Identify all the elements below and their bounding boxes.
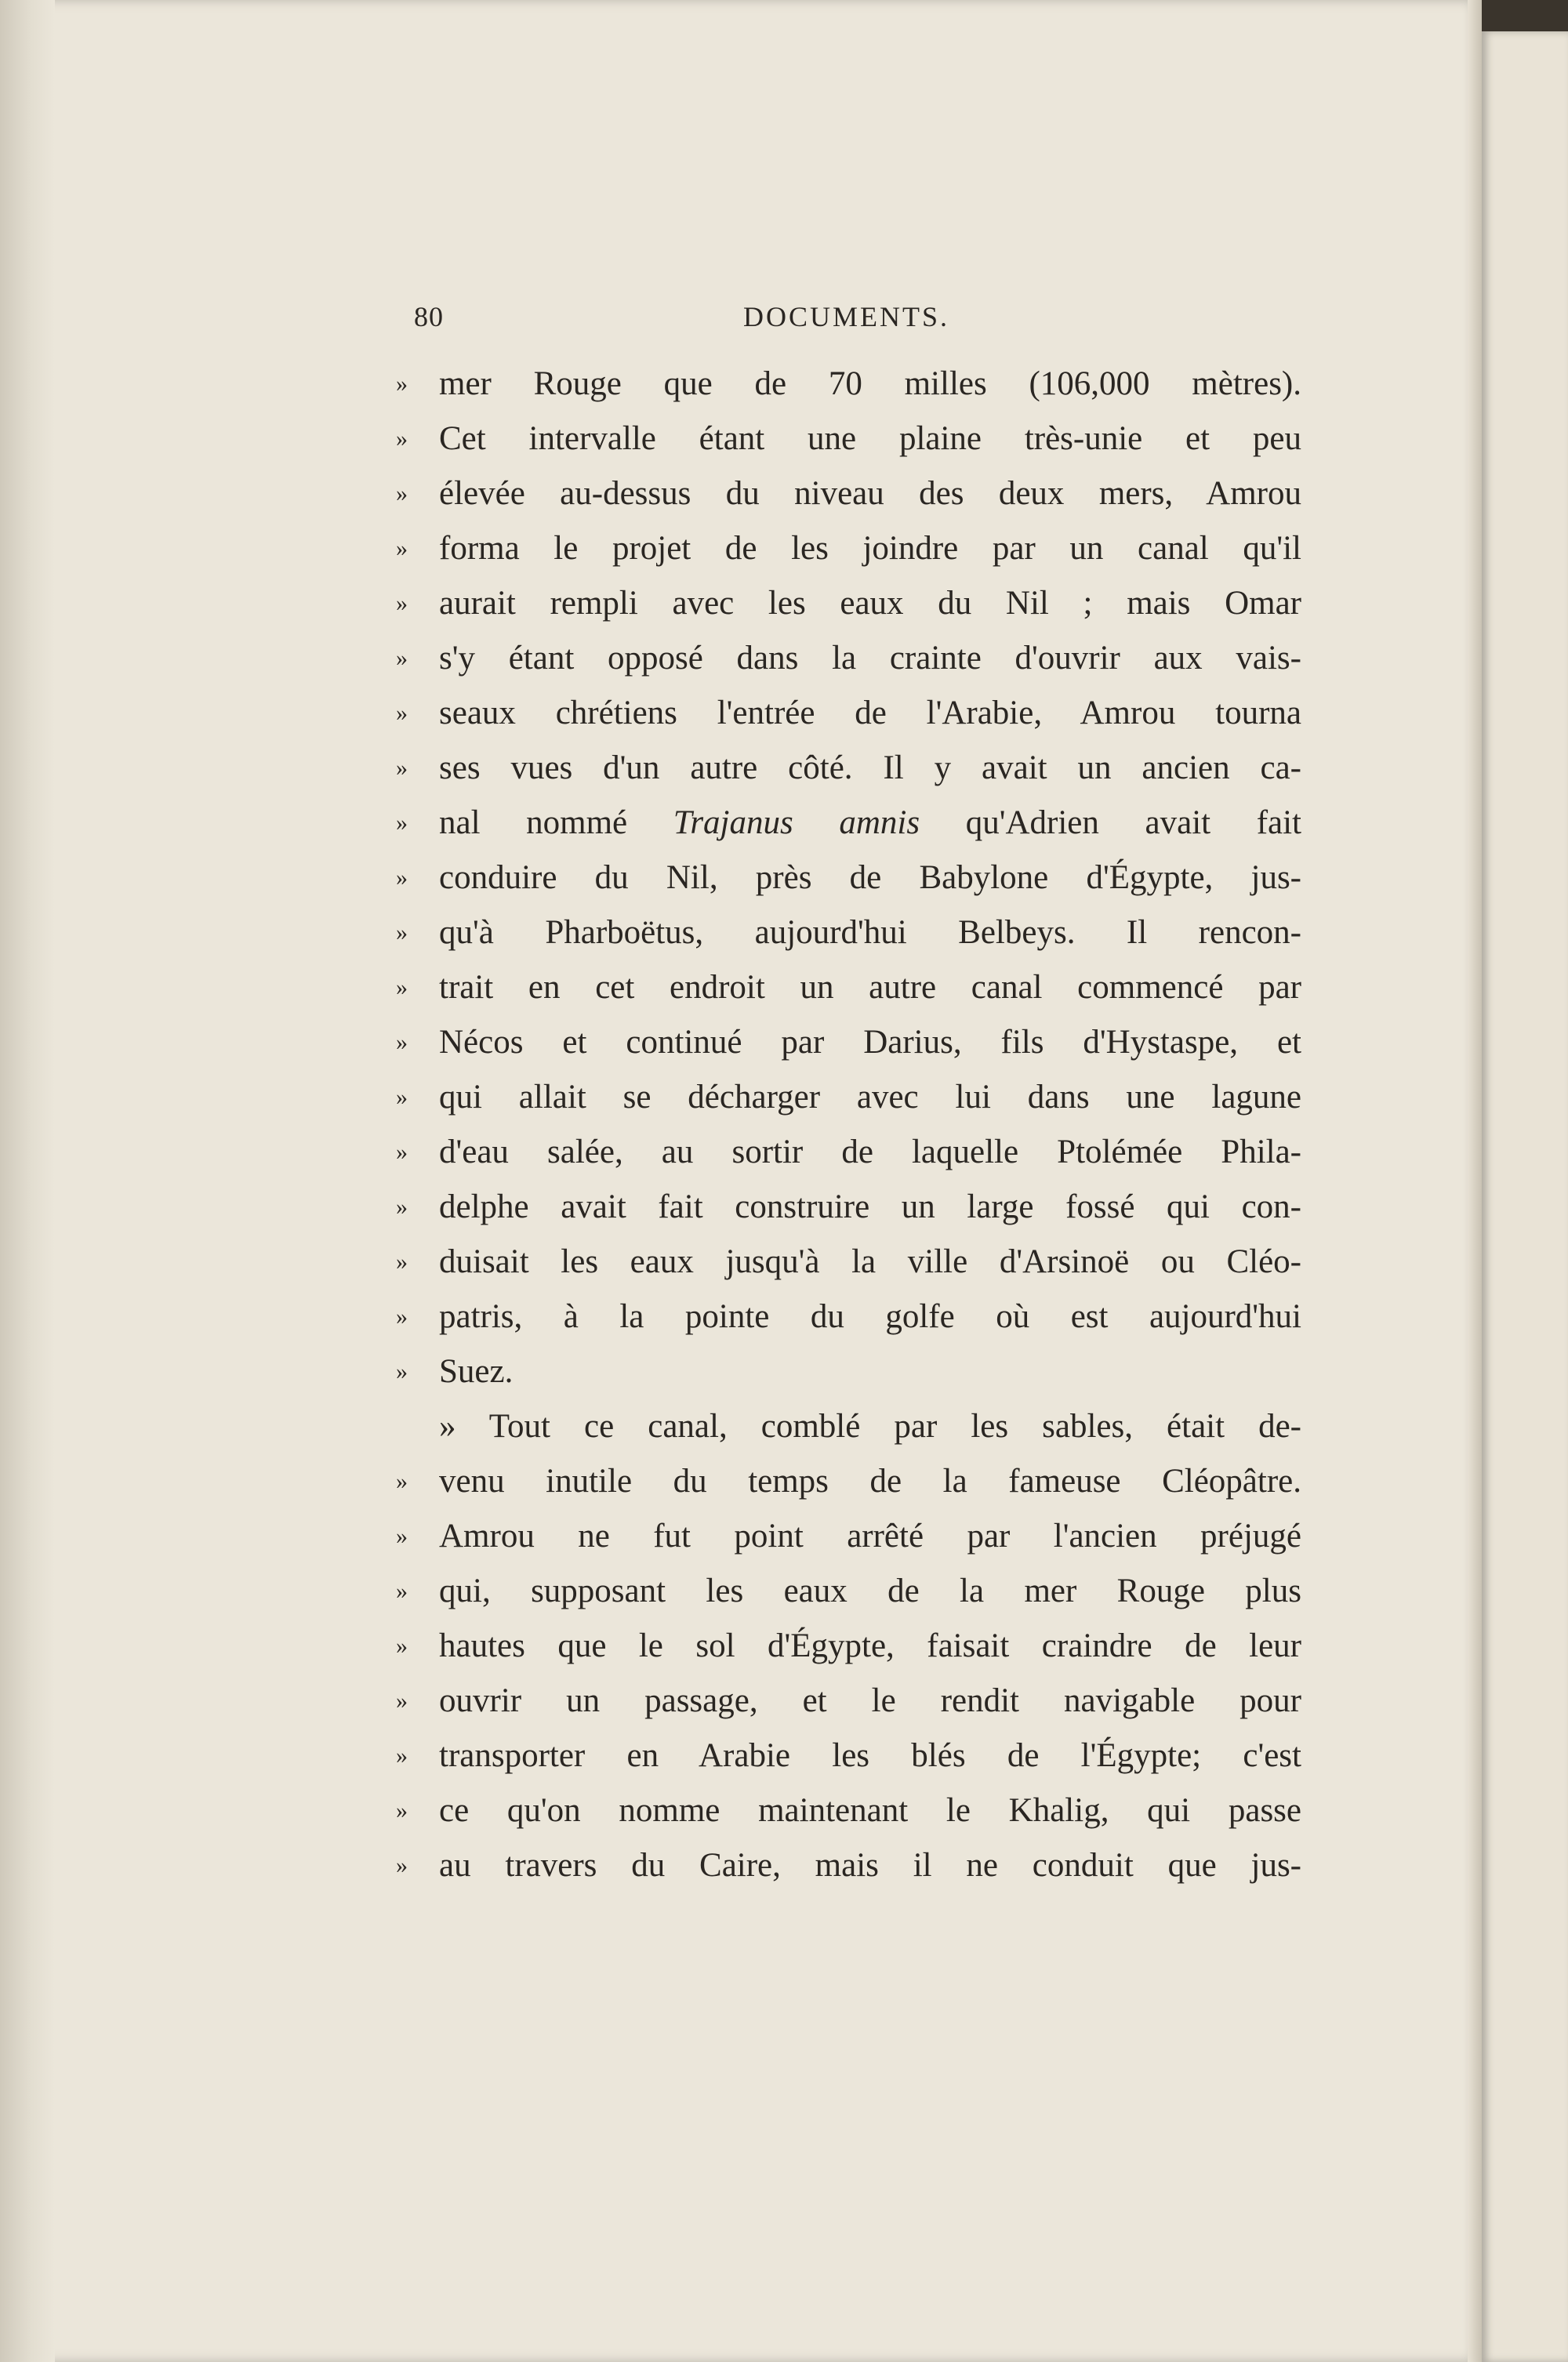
quote-mark: » [396, 1743, 408, 1769]
text-line [396, 631, 1305, 686]
quote-mark: » [396, 371, 408, 397]
quote-mark: » [396, 974, 408, 1000]
text-line [396, 851, 1305, 905]
text-line [396, 1070, 1305, 1125]
line-text: au travers du Caire, mais il ne conduit que jus- [439, 1847, 1301, 1884]
line-text: duisait les eaux jusqu'à la ville d'Arsinoë ou Cléo- [439, 1243, 1301, 1280]
line-text: transporter en Arabie les blés de l'Égypte; c'est [439, 1737, 1301, 1774]
text-line [396, 1454, 1305, 1509]
quote-mark: » [396, 426, 408, 452]
line-text-after: qu'Adrien avait fait [920, 804, 1302, 841]
text-line [396, 741, 1305, 796]
text-line [396, 1838, 1305, 1893]
binding-gutter [0, 0, 55, 2362]
quote-mark: » [396, 1249, 408, 1275]
text-line [396, 412, 1305, 466]
text-line [396, 521, 1305, 576]
text-line [396, 960, 1305, 1015]
text-line [396, 1509, 1305, 1564]
line-text: trait en cet endroit un autre canal commencé par [439, 969, 1301, 1006]
line-text: qui, supposant les eaux de la mer Rouge plus [439, 1573, 1301, 1609]
text-line-paragraph-start [396, 1399, 1305, 1454]
page-header [414, 300, 1323, 347]
text-line [396, 1619, 1305, 1674]
quote-mark: » [396, 1688, 408, 1714]
text-line [396, 1290, 1305, 1344]
line-text: Nécos et continué par Darius, fils d'Hystaspe, et [439, 1024, 1301, 1061]
quote-mark: » [396, 481, 408, 506]
text-line [396, 1125, 1305, 1180]
line-text: conduire du Nil, près de Babylone d'Égypte, jus- [439, 859, 1301, 896]
line-text: patris, à la pointe du golfe où est aujourd'hui [439, 1298, 1301, 1335]
line-text: aurait rempli avec les eaux du Nil ; mais Omar [439, 585, 1301, 622]
line-text: seaux chrétiens l'entrée de l'Arabie, Amrou tourna [439, 695, 1301, 731]
text-line [396, 796, 1305, 851]
line-text-before: nal nommé [439, 804, 673, 841]
text-line [396, 1674, 1305, 1729]
text-line [396, 1564, 1305, 1619]
quote-mark: » [396, 1304, 408, 1330]
quote-mark: » [396, 1029, 408, 1055]
quote-mark: » [396, 810, 408, 836]
quote-mark: » [396, 1578, 408, 1604]
page-number: 80 [414, 301, 444, 332]
quote-mark: » [396, 1359, 408, 1384]
quote-mark: » [396, 590, 408, 616]
line-text: » Tout ce canal, comblé par les sables, était de- [439, 1408, 1301, 1445]
line-text: d'eau salée, au sortir de laquelle Ptolémée Phila- [439, 1134, 1301, 1170]
quote-mark: » [396, 755, 408, 781]
text-line [396, 905, 1305, 960]
quote-mark: » [396, 865, 408, 891]
line-text: Amrou ne fut point arrêté par l'ancien préjugé [439, 1518, 1301, 1555]
text-line [396, 357, 1305, 412]
quote-mark: » [396, 1798, 408, 1823]
text-line [396, 1783, 1305, 1838]
line-text-with-italic [439, 796, 1301, 851]
line-text: mer Rouge que de 70 milles (106,000 mètres). [439, 365, 1301, 402]
text-line [396, 1235, 1305, 1290]
line-text: ouvrir un passage, et le rendit navigable pour [439, 1682, 1301, 1719]
quote-mark: » [396, 1139, 408, 1165]
running-head: DOCUMENTS. [743, 301, 950, 332]
adjacent-page-edge [1482, 31, 1568, 2362]
line-text: qui allait se décharger avec lui dans une lagune [439, 1079, 1301, 1116]
text-line [396, 466, 1305, 521]
text-line [396, 576, 1305, 631]
text-line [396, 1344, 1305, 1399]
quote-mark: » [396, 1852, 408, 1878]
text-line [396, 1180, 1305, 1235]
line-text: ce qu'on nomme maintenant le Khalig, qui passe [439, 1792, 1301, 1829]
text-line [396, 1729, 1305, 1783]
line-text: delphe avait fait construire un large fossé qui con- [439, 1188, 1301, 1225]
quote-mark: » [396, 1523, 408, 1549]
quote-mark: » [396, 1468, 408, 1494]
line-text: Suez. [439, 1353, 514, 1390]
quote-mark: » [396, 700, 408, 726]
quote-mark: » [396, 535, 408, 561]
line-text: Cet intervalle étant une plaine très-unie et peu [439, 420, 1301, 457]
text-line [396, 686, 1305, 741]
quote-mark: » [396, 1084, 408, 1110]
line-text: ses vues d'un autre côté. Il y avait un ancien ca- [439, 749, 1301, 786]
line-text: élevée au-dessus du niveau des deux mers, Amrou [439, 475, 1301, 512]
line-text: venu inutile du temps de la fameuse Cléopâtre. [439, 1463, 1301, 1500]
italic-term: Trajanus amnis [673, 804, 920, 841]
quote-mark: » [396, 920, 408, 945]
line-text: hautes que le sol d'Égypte, faisait craindre de leur [439, 1627, 1301, 1664]
quote-mark: » [396, 1633, 408, 1659]
body-text [396, 357, 1305, 1893]
text-line [396, 1015, 1305, 1070]
quote-mark: » [396, 1194, 408, 1220]
quote-mark: » [396, 645, 408, 671]
line-text: forma le projet de les joindre par un canal qu'il [439, 530, 1301, 567]
line-text: qu'à Pharboëtus, aujourd'hui Belbeys. Il rencon- [439, 914, 1301, 951]
line-text: s'y étant opposé dans la crainte d'ouvrir aux vais- [439, 640, 1301, 677]
page-edge [1468, 0, 1482, 2362]
